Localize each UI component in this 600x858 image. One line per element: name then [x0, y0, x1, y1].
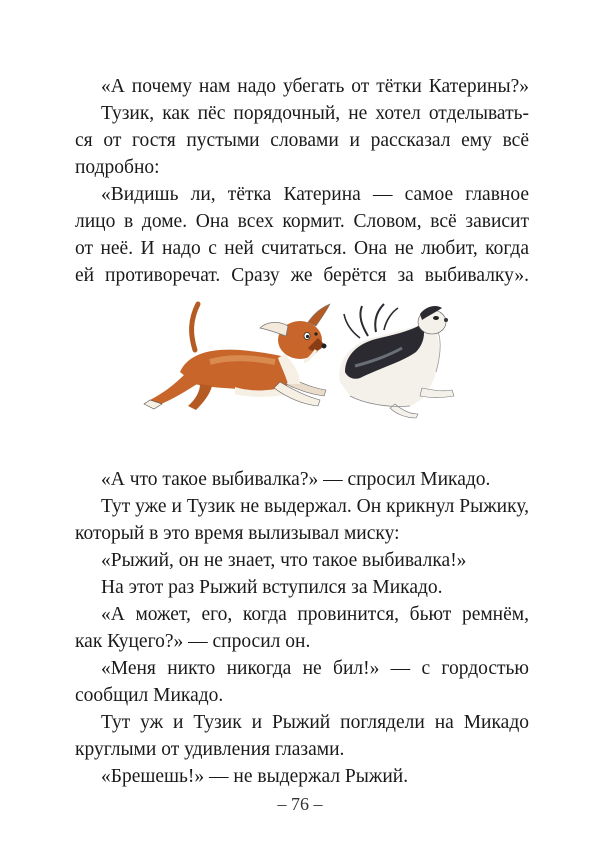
- text-line: сообщил Микадо.: [75, 685, 224, 706]
- text-line: «Брешешь!» — не выдержал Рыжий.: [101, 766, 409, 787]
- text-line: На этот раз Рыжий вступился за Микадо.: [101, 577, 443, 598]
- text-line: как Куцего?» — спросил он.: [75, 631, 311, 652]
- text-line: «А может, его, когда провинится, бьют ремнём,: [101, 604, 529, 625]
- text-line: круглыми от удивления глазами.: [75, 739, 345, 760]
- text-line: ей противоречат. Сразу же берётся за выбивалку».: [75, 265, 529, 286]
- ginger-dog-icon: [144, 304, 330, 410]
- text-line: Тут уж и Тузик и Рыжий поглядели на Микадо: [101, 712, 529, 733]
- text-line: ся от гостя пустыми словами и рассказал ему всё: [75, 130, 529, 151]
- page-number: – 76 –: [277, 794, 323, 814]
- text-line: Тут уже и Тузик не выдержал. Он крикнул Рыжику,: [101, 496, 529, 517]
- dogs-illustration: [140, 292, 480, 422]
- text-line: который в это время вылизывал миску:: [75, 523, 400, 544]
- text-line: «А что такое выбивалка?» — спросил Микадо.: [101, 469, 491, 490]
- text-line: Тузик, как пёс порядочный, не хотел отделывать-: [101, 103, 529, 124]
- text-line: «Видишь ли, тётка Катерина — самое главное: [101, 184, 529, 205]
- text-line: «Меня никто никогда не бил!» — с гордостью: [101, 658, 529, 679]
- text-line: лицо в доме. Она всех кормит. Словом, всё зависит: [75, 211, 529, 232]
- text-line: «А почему нам надо убегать от тётки Катерины?»: [101, 76, 529, 97]
- text-line: подробно:: [75, 157, 160, 178]
- text-line: «Рыжий, он не знает, что такое выбивалка!»: [101, 550, 467, 571]
- text-line: от неё. И надо с ней считаться. Она не любит, когда: [75, 238, 529, 259]
- black-white-dog-icon: [339, 304, 454, 418]
